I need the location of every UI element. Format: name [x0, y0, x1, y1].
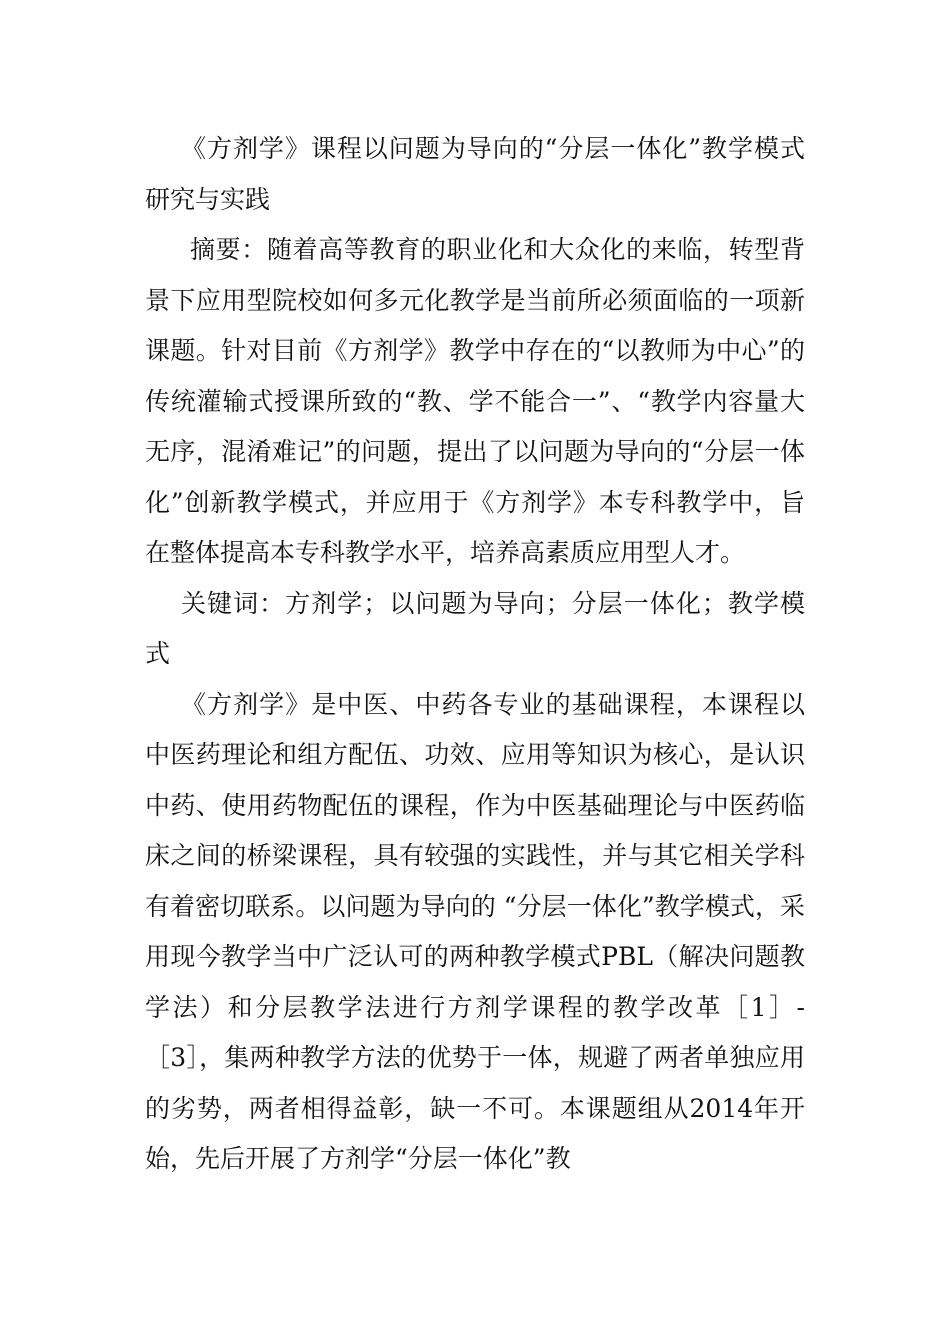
document-body — [145, 124, 805, 1185]
document-title: 《方剂学》课程以问题为导向的“分层一体化”教学模式研究与实践 — [145, 134, 805, 214]
abstract-paragraph: 摘要：随着高等教育的职业化和大众化的来临，转型背景下应用型院校如何多元化教学是当前所必须面临的一项新课题。针对目前《方剂学》教学中存在的“以教师为中心”的传统灌输式授课所致的“教、学不能合一”、“教学内容量大无序，混淆难记”的问题，提出了以问题为导向的“分层一体化”创新教学模式，并应用于《方剂学》本专科教学中，旨在整体提高本专科教学水平，培养高素质应用型人才。 — [145, 235, 805, 567]
keywords-paragraph: 关键词：方剂学；以问题为导向；分层一体化；教学模式 — [145, 588, 805, 668]
body-paragraph: 《方剂学》是中医、中药各专业的基础课程，本课程以中医药理论和组方配伍、功效、应用等知识为核心，是认识中药、使用药物配伍的课程，作为中医基础理论与中医药临床之间的桥梁课程，具有较强的实践性，并与其它相关学科有着密切联系。以问题为导向的 “分层一体化”教学模式，采用现今教学当中广泛认可的两种教学模式PBL（解决问题教学法）和分层教学法进行方剂学课程的教学改革［1］-［3］，集两种教学方法的优势于一体，规避了两者单独应用的劣势，两者相得益彰，缺一不可。本课题组从2014年开始，先后开展了方剂学“分层一体化”教 — [145, 689, 805, 1173]
